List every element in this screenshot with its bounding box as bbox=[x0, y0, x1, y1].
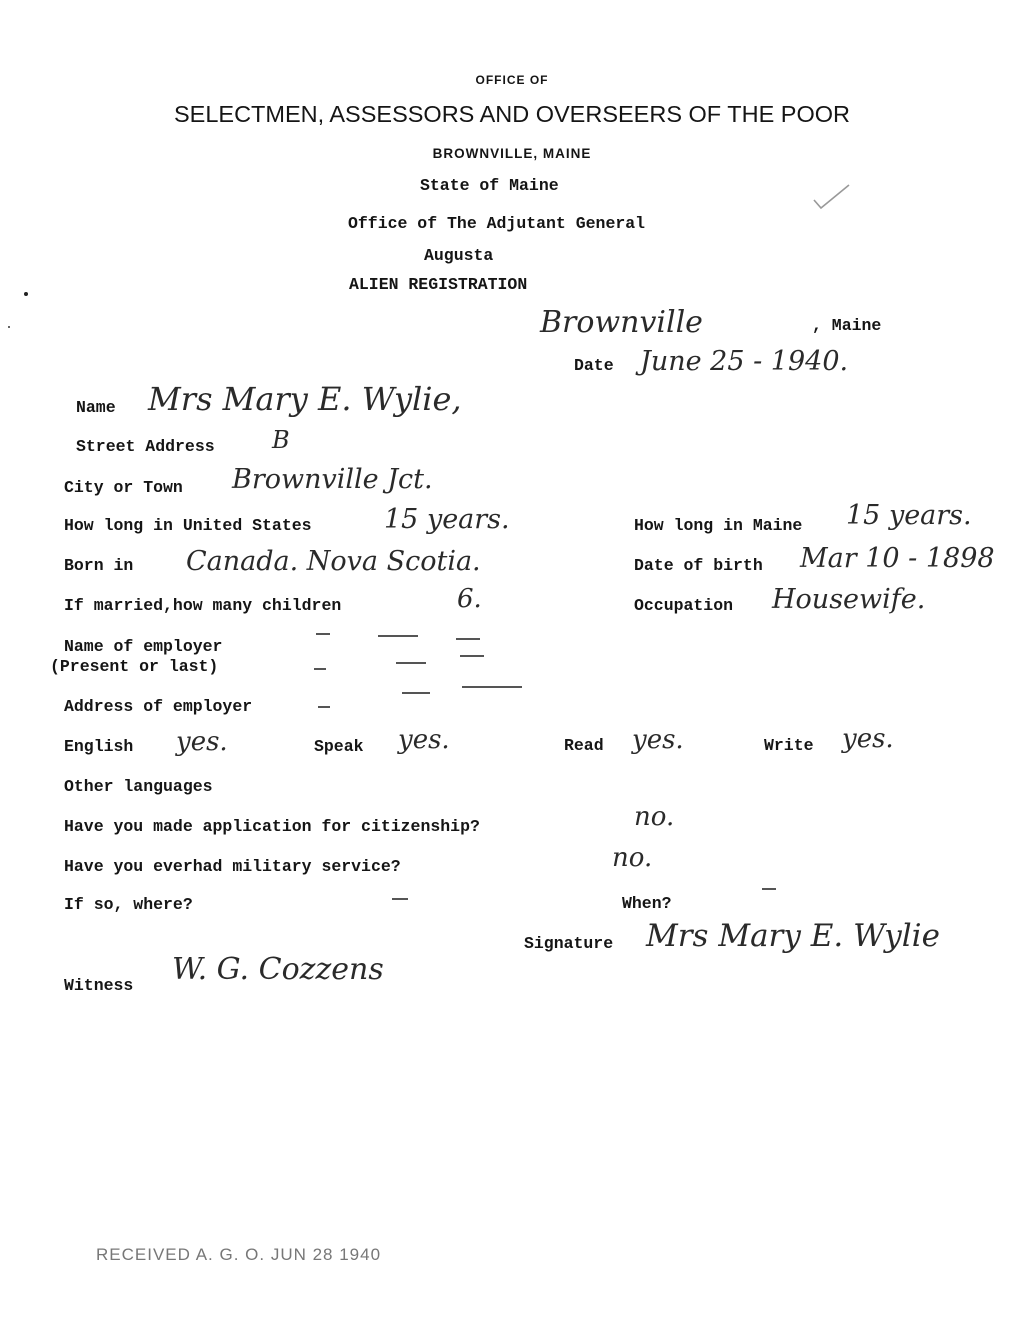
children-label: If married,how many children bbox=[64, 596, 342, 615]
street-label: Street Address bbox=[76, 437, 215, 456]
read-label: Read bbox=[564, 736, 604, 755]
military-value: no. bbox=[612, 843, 653, 873]
blank-dash bbox=[456, 638, 480, 640]
born-in-label: Born in bbox=[64, 556, 134, 575]
stray-mark bbox=[24, 292, 28, 296]
witness-signature: W. G. Cozzens bbox=[172, 952, 384, 987]
blank-dash bbox=[462, 686, 522, 688]
blank-dash bbox=[318, 706, 330, 708]
occupation-value: Housewife. bbox=[772, 584, 926, 615]
speak-value: yes. bbox=[398, 725, 450, 755]
write-label: Write bbox=[764, 736, 814, 755]
blank-dash bbox=[762, 888, 776, 890]
date-label: Date bbox=[574, 356, 614, 375]
adjutant-office-line: Office of The Adjutant General bbox=[348, 214, 646, 233]
letterhead-town: BROWNVILLE, MAINE bbox=[432, 146, 592, 161]
received-stamp: RECEIVED A. G. O. JUN 28 1940 bbox=[96, 1245, 382, 1264]
augusta-line: Augusta bbox=[424, 246, 494, 265]
maine-duration-label: How long in Maine bbox=[634, 516, 803, 535]
children-value: 6. bbox=[457, 584, 482, 614]
letterhead-title: SELECTMEN, ASSESSORS AND OVERSEERS OF THE POOR bbox=[173, 101, 850, 127]
name-value: Mrs Mary E. Wylie, bbox=[148, 380, 462, 418]
witness-label: Witness bbox=[64, 976, 134, 995]
blank-dash bbox=[460, 655, 484, 657]
blank-dash bbox=[314, 668, 326, 670]
street-value: B bbox=[272, 426, 290, 454]
us-duration-label: How long in United States bbox=[64, 516, 312, 535]
employer-sublabel: (Present or last) bbox=[50, 657, 219, 676]
blank-dash bbox=[392, 898, 408, 900]
date-value: June 25 - 1940. bbox=[640, 346, 849, 377]
speak-label: Speak bbox=[314, 737, 364, 756]
dob-label: Date of birth bbox=[634, 556, 763, 575]
blank-dash bbox=[396, 662, 426, 664]
name-label: Name bbox=[76, 398, 116, 417]
state-line: State of Maine bbox=[420, 176, 559, 195]
write-value: yes. bbox=[842, 724, 894, 754]
signature-value: Mrs Mary E. Wylie bbox=[646, 918, 940, 954]
english-label: English bbox=[64, 737, 134, 756]
employer-address-label: Address of employer bbox=[64, 697, 253, 716]
born-in-value: Canada. Nova Scotia. bbox=[186, 546, 481, 577]
city-value: Brownville Jct. bbox=[232, 464, 433, 495]
occupation-label: Occupation bbox=[634, 596, 734, 615]
military-label: Have you everhad military service? bbox=[64, 857, 401, 876]
dob-value: Mar 10 - 1898 bbox=[800, 543, 995, 574]
employer-label: Name of employer bbox=[64, 637, 223, 656]
where-label: If so, where? bbox=[64, 895, 193, 914]
signature-label: Signature bbox=[524, 934, 614, 953]
read-value: yes. bbox=[632, 725, 684, 755]
city-label: City or Town bbox=[64, 478, 183, 497]
office-of-line: OFFICE OF bbox=[475, 73, 549, 87]
maine-duration-value: 15 years. bbox=[846, 500, 972, 531]
citizenship-value: no. bbox=[634, 802, 675, 832]
form-title: ALIEN REGISTRATION bbox=[349, 275, 528, 294]
check-mark-icon bbox=[812, 182, 852, 212]
english-value: yes. bbox=[176, 727, 228, 757]
stray-mark bbox=[8, 326, 10, 328]
place-suffix: , Maine bbox=[812, 316, 882, 335]
other-languages-label: Other languages bbox=[64, 777, 213, 796]
blank-dash bbox=[316, 633, 330, 635]
when-label: When? bbox=[622, 894, 672, 913]
blank-dash bbox=[378, 635, 418, 637]
citizenship-label: Have you made application for citizenship? bbox=[64, 817, 480, 836]
blank-dash bbox=[402, 692, 430, 694]
place-value: Brownville bbox=[540, 305, 703, 340]
us-duration-value: 15 years. bbox=[384, 504, 510, 535]
